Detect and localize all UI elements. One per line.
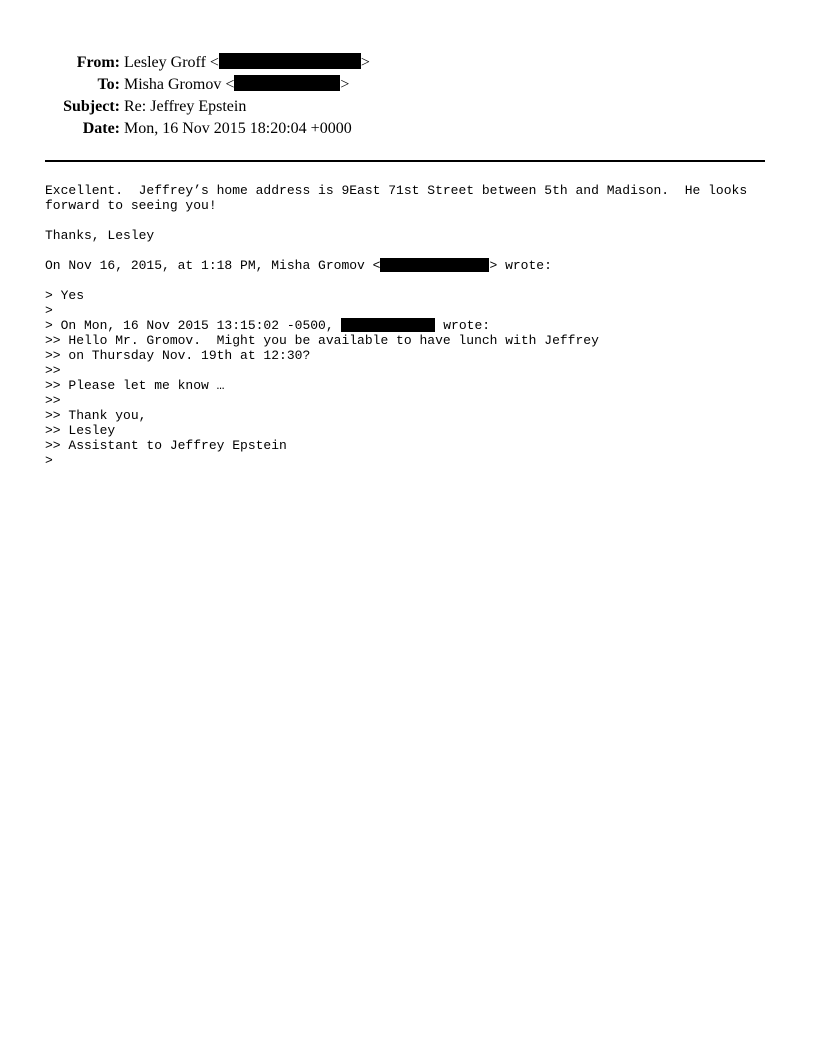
quoted-line: >> Please let me know … <box>45 378 225 393</box>
quoted-intro-after: wrote: <box>435 318 491 333</box>
from-label: From: <box>76 54 120 71</box>
from-email-redaction <box>219 53 361 69</box>
subject-value: Re: Jeffrey Epstein <box>124 98 247 115</box>
subject-row <box>0 96 816 118</box>
reply-email-redaction <box>380 258 489 272</box>
to-name: Misha Gromov < <box>124 76 235 93</box>
signoff: Thanks, Lesley <box>45 228 155 243</box>
reply-intro-after: > wrote: <box>489 258 552 273</box>
quoted-line <box>45 318 775 333</box>
email-body <box>45 183 775 468</box>
quoted-line: > <box>45 453 53 468</box>
blank-line <box>45 243 775 258</box>
quoted-line: >> Thank you, <box>45 408 147 423</box>
from-name: Lesley Groff < <box>124 54 219 71</box>
to-label: To: <box>97 76 120 93</box>
body-line: forward to seeing you! <box>45 198 217 213</box>
reply-intro <box>45 258 775 273</box>
date-value: Mon, 16 Nov 2015 18:20:04 +0000 <box>124 120 352 137</box>
quoted-line: >> Lesley <box>45 423 116 438</box>
quoted-line: >> Hello Mr. Gromov. Might you be available to have lunch with Jeffrey <box>45 333 599 348</box>
to-email-redaction <box>234 75 340 91</box>
date-row <box>0 118 816 140</box>
to-row <box>0 74 816 96</box>
quoted-line: >> <box>45 363 61 378</box>
to-close: > <box>340 76 350 93</box>
quoted-line: >> Assistant to Jeffrey Epstein <box>45 438 287 453</box>
to-value <box>124 74 349 96</box>
from-value <box>124 52 370 74</box>
blank-line <box>45 213 775 228</box>
subject-label: Subject: <box>63 98 120 115</box>
body-line: Excellent. Jeffrey’s home address is 9East 71st Street between 5th and Madison. He looks <box>45 183 748 198</box>
date-label: Date: <box>82 120 120 137</box>
quoted-line: > <box>45 303 53 318</box>
quoted-line: >> on Thursday Nov. 19th at 12:30? <box>45 348 311 363</box>
email-header <box>0 52 816 140</box>
quoted-intro-before: > On Mon, 16 Nov 2015 13:15:02 -0500, <box>45 318 342 333</box>
quoted-line: >> <box>45 393 61 408</box>
from-row <box>0 52 816 74</box>
from-close: > <box>360 54 370 71</box>
blank-line <box>45 273 775 288</box>
quoted-line: > Yes <box>45 288 85 303</box>
quoted-sender-redaction <box>341 318 435 332</box>
header-divider <box>45 160 765 162</box>
reply-intro-before: On Nov 16, 2015, at 1:18 PM, Misha Gromov < <box>45 258 381 273</box>
